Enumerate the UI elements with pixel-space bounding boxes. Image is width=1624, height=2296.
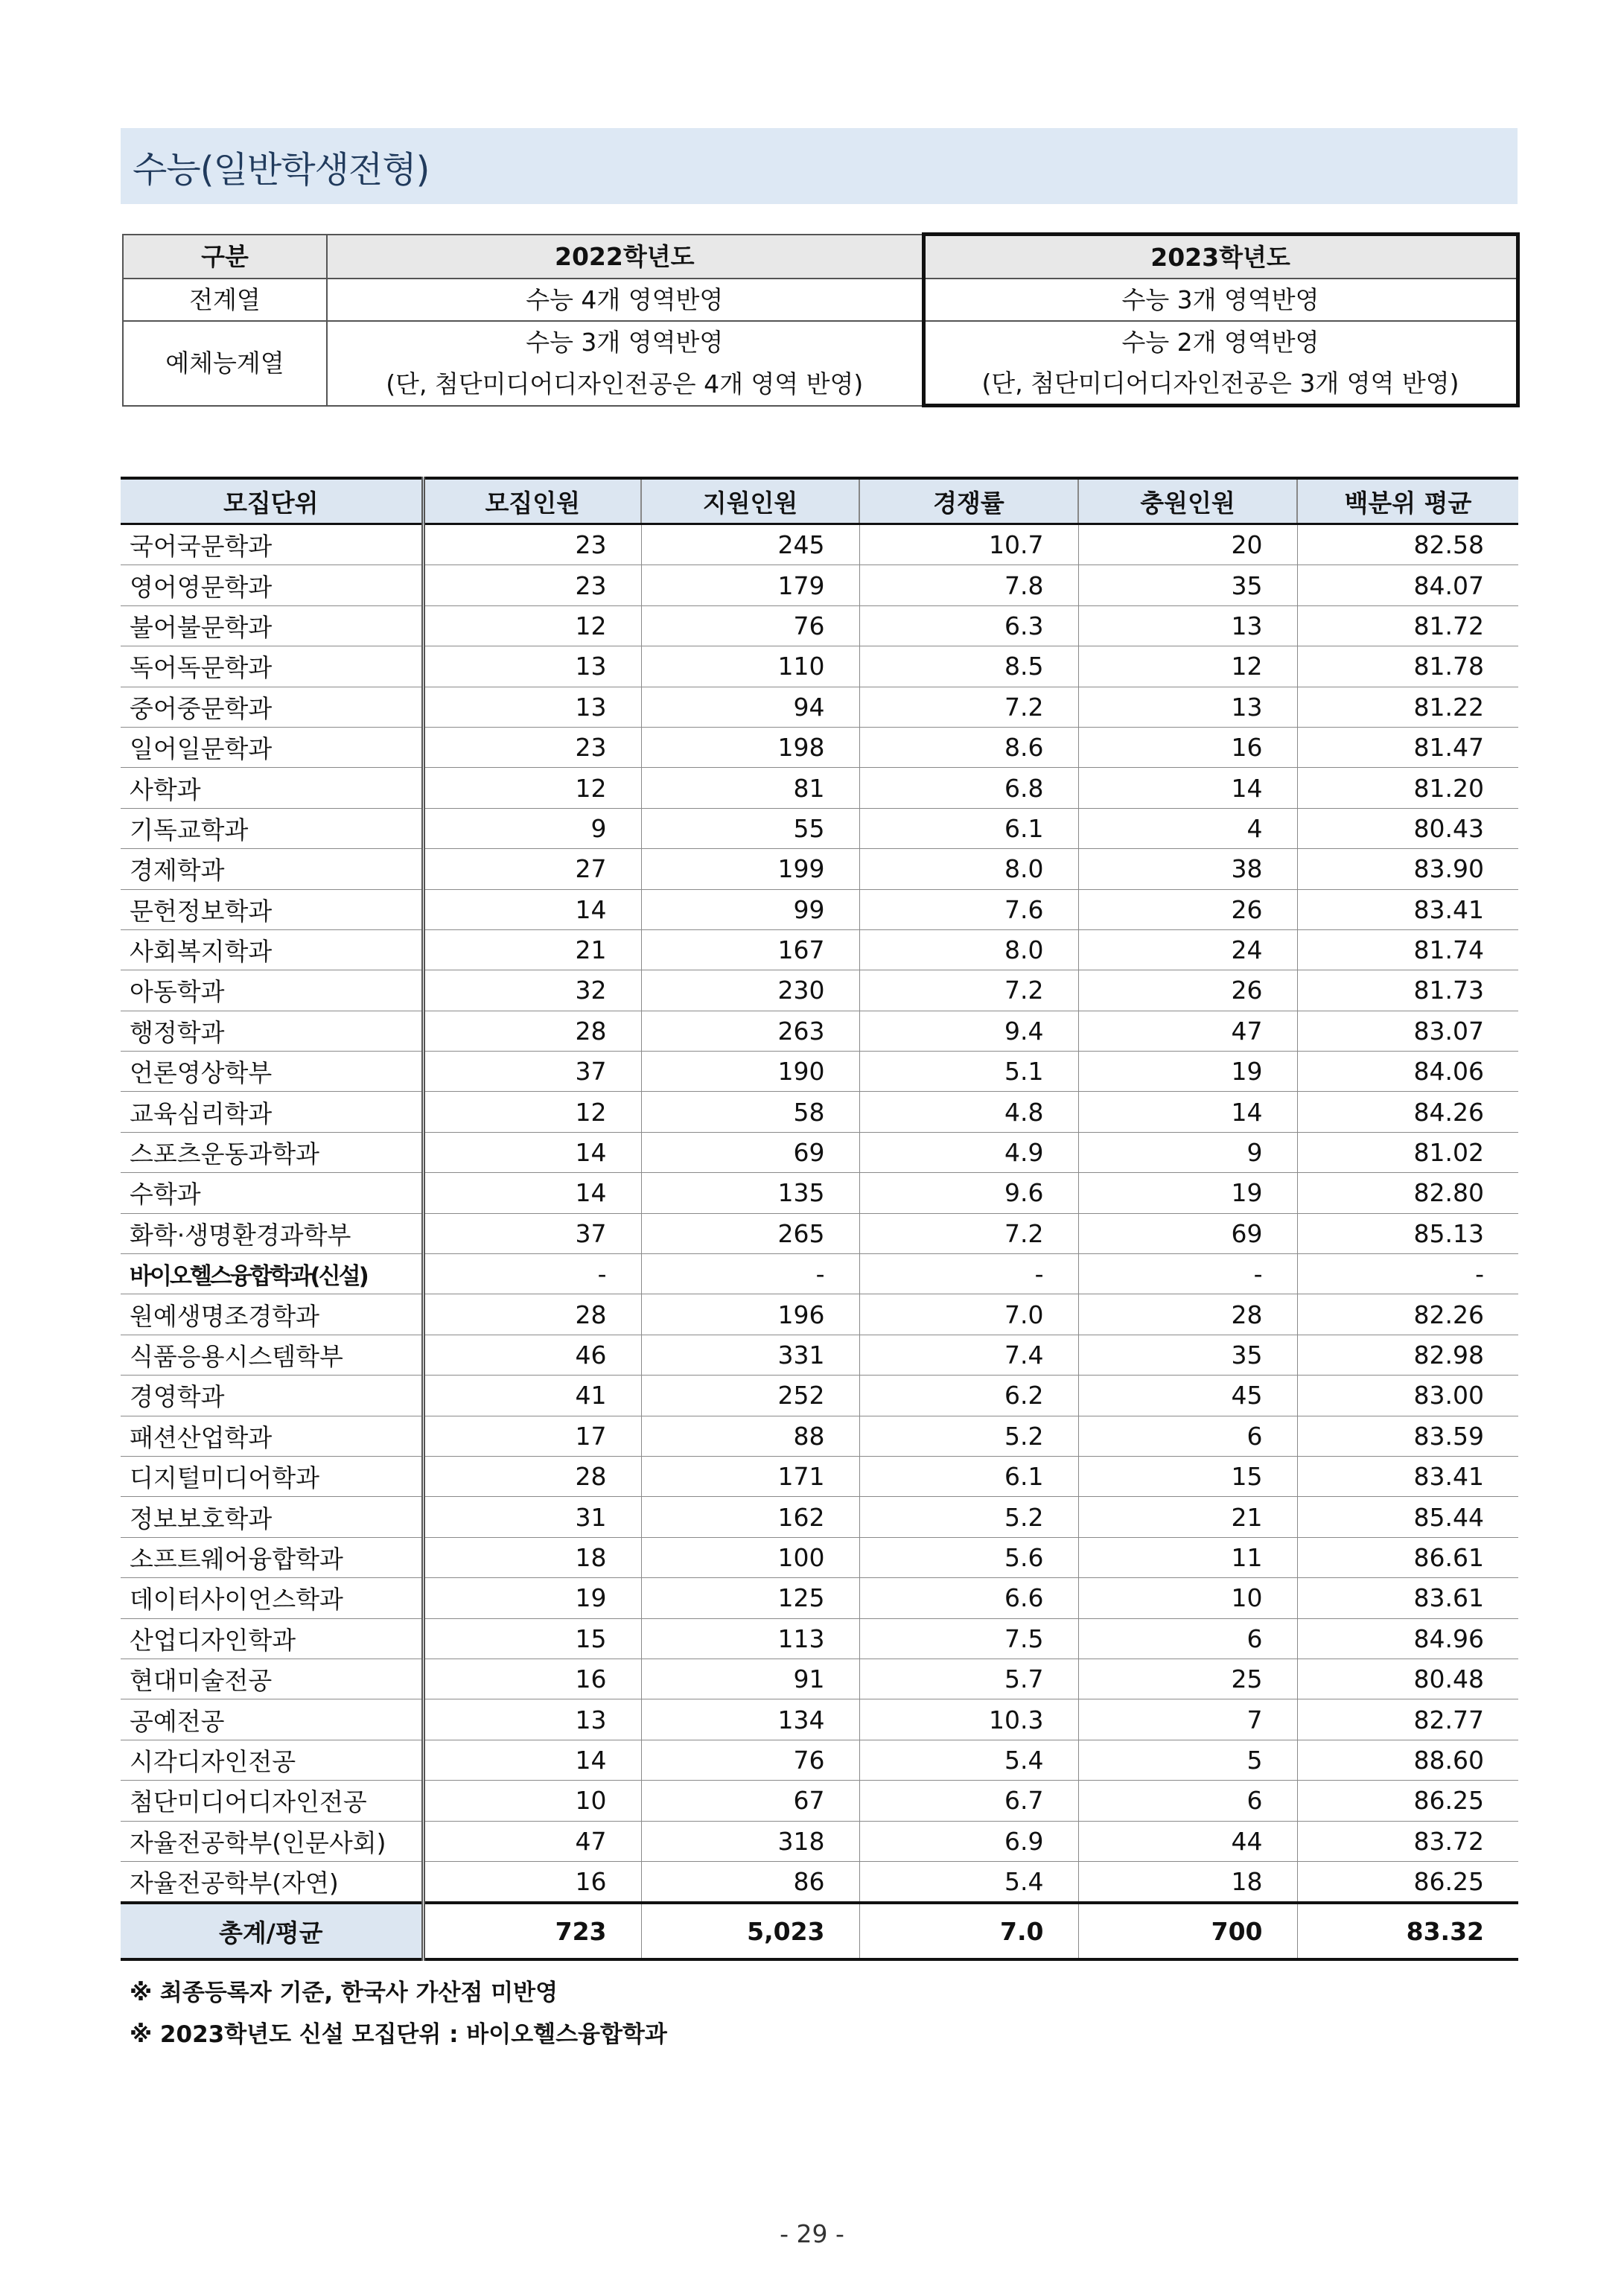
cell-ratio: 7.6	[859, 889, 1078, 929]
cell-unit-name: 아동학과	[121, 970, 423, 1011]
cell-unit-name: 자율전공학부(인문사회)	[121, 1821, 423, 1861]
footnote: ※ 최종등록자 기준, 한국사 가산점 미반영	[130, 1979, 558, 2006]
comparison-row-cont	[123, 363, 1518, 406]
cell-applicants: 67	[641, 1781, 859, 1821]
cell-applicants: 162	[641, 1497, 859, 1537]
table-row	[121, 1132, 1518, 1172]
cell-ratio: 7.2	[859, 970, 1078, 1011]
footnote: ※ 2023학년도 신설 모집단위 : 바이오헬스융합학과	[130, 2021, 667, 2048]
table-row	[121, 1335, 1518, 1375]
cell-unit-name: 경제학과	[121, 849, 423, 889]
cell-quota: 14	[423, 1173, 641, 1213]
cell-ratio: 9.4	[859, 1011, 1078, 1051]
cell-quota: 10	[423, 1781, 641, 1821]
cell-quota: 13	[423, 687, 641, 727]
comparison-header-2023: 2023학년도	[923, 235, 1518, 279]
cell-applicants: 265	[641, 1213, 859, 1253]
total-additional: 700	[1078, 1903, 1297, 1959]
header-unit: 모집단위	[121, 478, 423, 524]
cell-ratio: 5.4	[859, 1861, 1078, 1903]
total-quota: 723	[423, 1903, 641, 1959]
cell-unit-name: 경영학과	[121, 1376, 423, 1416]
cell-unit-name: 일어일문학과	[121, 727, 423, 767]
cell-additional: 15	[1078, 1456, 1297, 1496]
cell-quota: 23	[423, 524, 641, 565]
cell-quota: 15	[423, 1618, 641, 1659]
cell-additional: 10	[1078, 1578, 1297, 1618]
cell-quota: 23	[423, 565, 641, 605]
header-additional: 충원인원	[1078, 478, 1297, 524]
cell-percentile: 81.74	[1297, 929, 1518, 970]
cell-applicants: 190	[641, 1052, 859, 1092]
cell-unit-name: 문헌정보학과	[121, 889, 423, 929]
cell-additional: 38	[1078, 849, 1297, 889]
cell-quota: 21	[423, 929, 641, 970]
table-row	[121, 1659, 1518, 1699]
cell-unit-name: 수학과	[121, 1173, 423, 1213]
comparison-header-2022: 2022학년도	[327, 235, 923, 279]
table-row	[121, 970, 1518, 1011]
cell-applicants: 331	[641, 1335, 859, 1375]
cell-applicants: 318	[641, 1821, 859, 1861]
cell-ratio: 7.2	[859, 687, 1078, 727]
cell-additional: 12	[1078, 646, 1297, 687]
cell-applicants: 171	[641, 1456, 859, 1496]
cell-quota: 28	[423, 1011, 641, 1051]
cell-quota: 16	[423, 1861, 641, 1903]
table-row	[121, 1497, 1518, 1537]
cell-applicants: 198	[641, 727, 859, 767]
comparison-2022-value: 수능 4개 영역반영	[327, 279, 923, 321]
cell-unit-name: 디지털미디어학과	[121, 1456, 423, 1496]
cell-ratio: 8.5	[859, 646, 1078, 687]
cell-ratio: 8.0	[859, 849, 1078, 889]
cell-quota: 14	[423, 1740, 641, 1780]
cell-ratio: 8.0	[859, 929, 1078, 970]
total-row	[121, 1903, 1518, 1959]
header-percentile: 백분위 평균	[1297, 478, 1518, 524]
cell-additional: 13	[1078, 605, 1297, 646]
cell-quota: 47	[423, 1821, 641, 1861]
cell-applicants: 167	[641, 929, 859, 970]
cell-unit-name: 불어불문학과	[121, 605, 423, 646]
section-title: 수능(일반학생전형)	[133, 148, 430, 191]
cell-quota: 14	[423, 1132, 641, 1172]
cell-applicants: 245	[641, 524, 859, 565]
cell-applicants: 58	[641, 1092, 859, 1132]
table-row	[121, 1376, 1518, 1416]
cell-unit-name: 정보보호학과	[121, 1497, 423, 1537]
comparison-row	[123, 321, 1518, 363]
cell-ratio: 6.1	[859, 1456, 1078, 1496]
cell-quota: 17	[423, 1416, 641, 1456]
cell-ratio: 7.5	[859, 1618, 1078, 1659]
cell-percentile: 83.07	[1297, 1011, 1518, 1051]
table-row	[121, 889, 1518, 929]
table-row	[121, 565, 1518, 605]
cell-additional: 21	[1078, 1497, 1297, 1537]
cell-applicants: 76	[641, 1740, 859, 1780]
cell-percentile: 88.60	[1297, 1740, 1518, 1780]
table-row	[121, 929, 1518, 970]
cell-additional: 18	[1078, 1861, 1297, 1903]
cell-additional: 35	[1078, 565, 1297, 605]
cell-ratio: 6.2	[859, 1376, 1078, 1416]
cell-ratio: 6.8	[859, 768, 1078, 808]
table-row	[121, 1011, 1518, 1051]
table-row	[121, 605, 1518, 646]
cell-applicants: 76	[641, 605, 859, 646]
cell-quota: 23	[423, 727, 641, 767]
cell-unit-name: 언론영상학부	[121, 1052, 423, 1092]
cell-percentile: 86.25	[1297, 1781, 1518, 1821]
comparison-2022-value: 수능 3개 영역반영	[327, 321, 923, 363]
cell-quota: 32	[423, 970, 641, 1011]
cell-quota: 12	[423, 1092, 641, 1132]
cell-applicants: 196	[641, 1294, 859, 1335]
header-ratio: 경쟁률	[859, 478, 1078, 524]
cell-additional: 14	[1078, 1092, 1297, 1132]
table-row	[121, 646, 1518, 687]
cell-percentile: 80.48	[1297, 1659, 1518, 1699]
cell-unit-name: 데이터사이언스학과	[121, 1578, 423, 1618]
cell-percentile: 84.96	[1297, 1618, 1518, 1659]
cell-percentile: 81.47	[1297, 727, 1518, 767]
cell-applicants: 94	[641, 687, 859, 727]
cell-applicants: 230	[641, 970, 859, 1011]
cell-additional: 45	[1078, 1376, 1297, 1416]
cell-unit-name: 공예전공	[121, 1699, 423, 1740]
cell-applicants: 86	[641, 1861, 859, 1903]
cell-ratio: 8.6	[859, 727, 1078, 767]
cell-ratio: 10.3	[859, 1699, 1078, 1740]
cell-additional: 26	[1078, 889, 1297, 929]
comparison-category: 예체능계열	[123, 321, 327, 406]
cell-applicants: 135	[641, 1173, 859, 1213]
cell-unit-name: 행정학과	[121, 1011, 423, 1051]
cell-quota: 41	[423, 1376, 641, 1416]
cell-quota: 16	[423, 1659, 641, 1699]
cell-quota: 28	[423, 1294, 641, 1335]
cell-unit-name: 교육심리학과	[121, 1092, 423, 1132]
cell-additional: 6	[1078, 1781, 1297, 1821]
cell-unit-name: 시각디자인전공	[121, 1740, 423, 1780]
cell-percentile: 82.26	[1297, 1294, 1518, 1335]
cell-percentile: 82.58	[1297, 524, 1518, 565]
cell-ratio: 4.8	[859, 1092, 1078, 1132]
cell-applicants: 69	[641, 1132, 859, 1172]
table-row	[121, 1699, 1518, 1740]
table-row	[121, 1052, 1518, 1092]
cell-unit-name: 국어국문학과	[121, 524, 423, 565]
cell-applicants: 179	[641, 565, 859, 605]
cell-unit-name: 영어영문학과	[121, 565, 423, 605]
table-row	[121, 1821, 1518, 1861]
comparison-category: 전계열	[123, 279, 327, 321]
cell-additional: 9	[1078, 1132, 1297, 1172]
cell-quota: 46	[423, 1335, 641, 1375]
cell-percentile: 82.98	[1297, 1335, 1518, 1375]
cell-additional: 35	[1078, 1335, 1297, 1375]
cell-additional: 14	[1078, 768, 1297, 808]
cell-unit-name: 기독교학과	[121, 808, 423, 848]
cell-percentile: 86.61	[1297, 1537, 1518, 1577]
cell-applicants: 55	[641, 808, 859, 848]
cell-percentile: 81.22	[1297, 687, 1518, 727]
cell-unit-name: 사회복지학과	[121, 929, 423, 970]
total-applicants: 5,023	[641, 1903, 859, 1959]
cell-unit-name: 원예생명조경학과	[121, 1294, 423, 1335]
cell-quota: 28	[423, 1456, 641, 1496]
cell-additional: 69	[1078, 1213, 1297, 1253]
cell-additional: 6	[1078, 1618, 1297, 1659]
cell-percentile: 86.25	[1297, 1861, 1518, 1903]
cell-quota: 14	[423, 889, 641, 929]
cell-quota: 37	[423, 1052, 641, 1092]
cell-percentile: 82.77	[1297, 1699, 1518, 1740]
cell-quota: 31	[423, 1497, 641, 1537]
cell-ratio: 5.2	[859, 1416, 1078, 1456]
cell-unit-name: 독어독문학과	[121, 646, 423, 687]
cell-ratio: 5.2	[859, 1497, 1078, 1537]
cell-quota: 13	[423, 646, 641, 687]
table-row	[121, 1092, 1518, 1132]
cell-percentile: 83.41	[1297, 889, 1518, 929]
table-row	[121, 727, 1518, 767]
cell-quota: 37	[423, 1213, 641, 1253]
cell-percentile: 84.07	[1297, 565, 1518, 605]
total-percentile: 83.32	[1297, 1903, 1518, 1959]
table-row	[121, 1254, 1518, 1294]
cell-additional: 6	[1078, 1416, 1297, 1456]
cell-percentile: -	[1297, 1254, 1518, 1294]
cell-unit-name: 바이오헬스융합학과(신설)	[121, 1254, 423, 1294]
cell-quota: 19	[423, 1578, 641, 1618]
table-row	[121, 1537, 1518, 1577]
table-header-row	[121, 478, 1518, 524]
cell-percentile: 83.00	[1297, 1376, 1518, 1416]
cell-applicants: 125	[641, 1578, 859, 1618]
cell-ratio: 5.1	[859, 1052, 1078, 1092]
cell-percentile: 81.20	[1297, 768, 1518, 808]
cell-unit-name: 소프트웨어융합학과	[121, 1537, 423, 1577]
cell-percentile: 83.72	[1297, 1821, 1518, 1861]
total-ratio: 7.0	[859, 1903, 1078, 1959]
cell-additional: 47	[1078, 1011, 1297, 1051]
cell-quota: 12	[423, 605, 641, 646]
cell-applicants: 199	[641, 849, 859, 889]
footnotes	[130, 1972, 667, 2055]
table-row	[121, 1578, 1518, 1618]
cell-applicants: 81	[641, 768, 859, 808]
cell-additional: 16	[1078, 727, 1297, 767]
cell-unit-name: 중어중문학과	[121, 687, 423, 727]
cell-unit-name: 스포츠운동과학과	[121, 1132, 423, 1172]
page-number: - 29 -	[780, 2219, 844, 2248]
cell-applicants: 252	[641, 1376, 859, 1416]
cell-percentile: 84.26	[1297, 1092, 1518, 1132]
cell-ratio: 6.7	[859, 1781, 1078, 1821]
cell-ratio: 7.2	[859, 1213, 1078, 1253]
cell-percentile: 80.43	[1297, 808, 1518, 848]
cell-ratio: 5.7	[859, 1659, 1078, 1699]
cell-percentile: 83.90	[1297, 849, 1518, 889]
cell-quota: 12	[423, 768, 641, 808]
cell-percentile: 81.02	[1297, 1132, 1518, 1172]
cell-quota: 18	[423, 1537, 641, 1577]
table-row	[121, 1618, 1518, 1659]
comparison-2023-value: 수능 3개 영역반영	[923, 279, 1518, 321]
table-row	[121, 1456, 1518, 1496]
comparison-header-category: 구분	[123, 235, 327, 279]
comparison-table	[122, 232, 1520, 407]
cell-additional: 4	[1078, 808, 1297, 848]
cell-quota: 13	[423, 1699, 641, 1740]
table-row	[121, 1781, 1518, 1821]
cell-additional: 28	[1078, 1294, 1297, 1335]
admission-results-table	[121, 477, 1518, 1961]
cell-unit-name: 패션산업학과	[121, 1416, 423, 1456]
table-row	[121, 768, 1518, 808]
table-row	[121, 687, 1518, 727]
cell-additional: 20	[1078, 524, 1297, 565]
cell-ratio: 5.6	[859, 1537, 1078, 1577]
cell-additional: -	[1078, 1254, 1297, 1294]
header-quota: 모집인원	[423, 478, 641, 524]
section-title-bar	[121, 128, 1518, 204]
cell-additional: 44	[1078, 1821, 1297, 1861]
comparison-2023-value: 수능 2개 영역반영	[923, 321, 1518, 363]
cell-ratio: 4.9	[859, 1132, 1078, 1172]
cell-applicants: 110	[641, 646, 859, 687]
cell-applicants: 91	[641, 1659, 859, 1699]
cell-percentile: 82.80	[1297, 1173, 1518, 1213]
cell-unit-name: 사학과	[121, 768, 423, 808]
cell-applicants: 134	[641, 1699, 859, 1740]
cell-unit-name: 첨단미디어디자인전공	[121, 1781, 423, 1821]
total-label: 총계/평균	[121, 1903, 423, 1959]
table-row	[121, 1861, 1518, 1903]
cell-applicants: 99	[641, 889, 859, 929]
comparison-header-row	[123, 235, 1518, 279]
comparison-row	[123, 279, 1518, 321]
cell-quota: -	[423, 1254, 641, 1294]
cell-unit-name: 자율전공학부(자연)	[121, 1861, 423, 1903]
cell-unit-name: 화학·생명환경과학부	[121, 1213, 423, 1253]
cell-percentile: 85.13	[1297, 1213, 1518, 1253]
table-row	[121, 1416, 1518, 1456]
table-row	[121, 849, 1518, 889]
comparison-2023-note: (단, 첨단미디어디자인전공은 3개 영역 반영)	[923, 363, 1518, 406]
cell-ratio: 6.3	[859, 605, 1078, 646]
cell-ratio: 7.4	[859, 1335, 1078, 1375]
cell-additional: 7	[1078, 1699, 1297, 1740]
cell-applicants: -	[641, 1254, 859, 1294]
cell-additional: 19	[1078, 1052, 1297, 1092]
cell-ratio: 6.1	[859, 808, 1078, 848]
cell-additional: 13	[1078, 687, 1297, 727]
cell-percentile: 83.61	[1297, 1578, 1518, 1618]
cell-additional: 26	[1078, 970, 1297, 1011]
cell-unit-name: 식품응용시스템학부	[121, 1335, 423, 1375]
cell-ratio: 6.9	[859, 1821, 1078, 1861]
cell-applicants: 88	[641, 1416, 859, 1456]
cell-additional: 5	[1078, 1740, 1297, 1780]
table-row	[121, 1740, 1518, 1780]
cell-ratio: 10.7	[859, 524, 1078, 565]
cell-applicants: 100	[641, 1537, 859, 1577]
cell-unit-name: 현대미술전공	[121, 1659, 423, 1699]
cell-percentile: 83.41	[1297, 1456, 1518, 1496]
cell-percentile: 81.72	[1297, 605, 1518, 646]
cell-additional: 11	[1078, 1537, 1297, 1577]
table-row	[121, 1294, 1518, 1335]
cell-ratio: -	[859, 1254, 1078, 1294]
cell-ratio: 7.8	[859, 565, 1078, 605]
cell-ratio: 5.4	[859, 1740, 1078, 1780]
table-row	[121, 1213, 1518, 1253]
cell-quota: 9	[423, 808, 641, 848]
table-row	[121, 808, 1518, 848]
cell-additional: 25	[1078, 1659, 1297, 1699]
cell-ratio: 9.6	[859, 1173, 1078, 1213]
header-applicants: 지원인원	[641, 478, 859, 524]
table-row	[121, 524, 1518, 565]
cell-additional: 19	[1078, 1173, 1297, 1213]
cell-applicants: 113	[641, 1618, 859, 1659]
cell-percentile: 81.73	[1297, 970, 1518, 1011]
cell-percentile: 85.44	[1297, 1497, 1518, 1537]
cell-ratio: 6.6	[859, 1578, 1078, 1618]
cell-percentile: 81.78	[1297, 646, 1518, 687]
comparison-2022-note: (단, 첨단미디어디자인전공은 4개 영역 반영)	[327, 363, 923, 406]
cell-unit-name: 산업디자인학과	[121, 1618, 423, 1659]
cell-percentile: 84.06	[1297, 1052, 1518, 1092]
cell-additional: 24	[1078, 929, 1297, 970]
cell-percentile: 83.59	[1297, 1416, 1518, 1456]
table-row	[121, 1173, 1518, 1213]
cell-ratio: 7.0	[859, 1294, 1078, 1335]
cell-quota: 27	[423, 849, 641, 889]
cell-applicants: 263	[641, 1011, 859, 1051]
